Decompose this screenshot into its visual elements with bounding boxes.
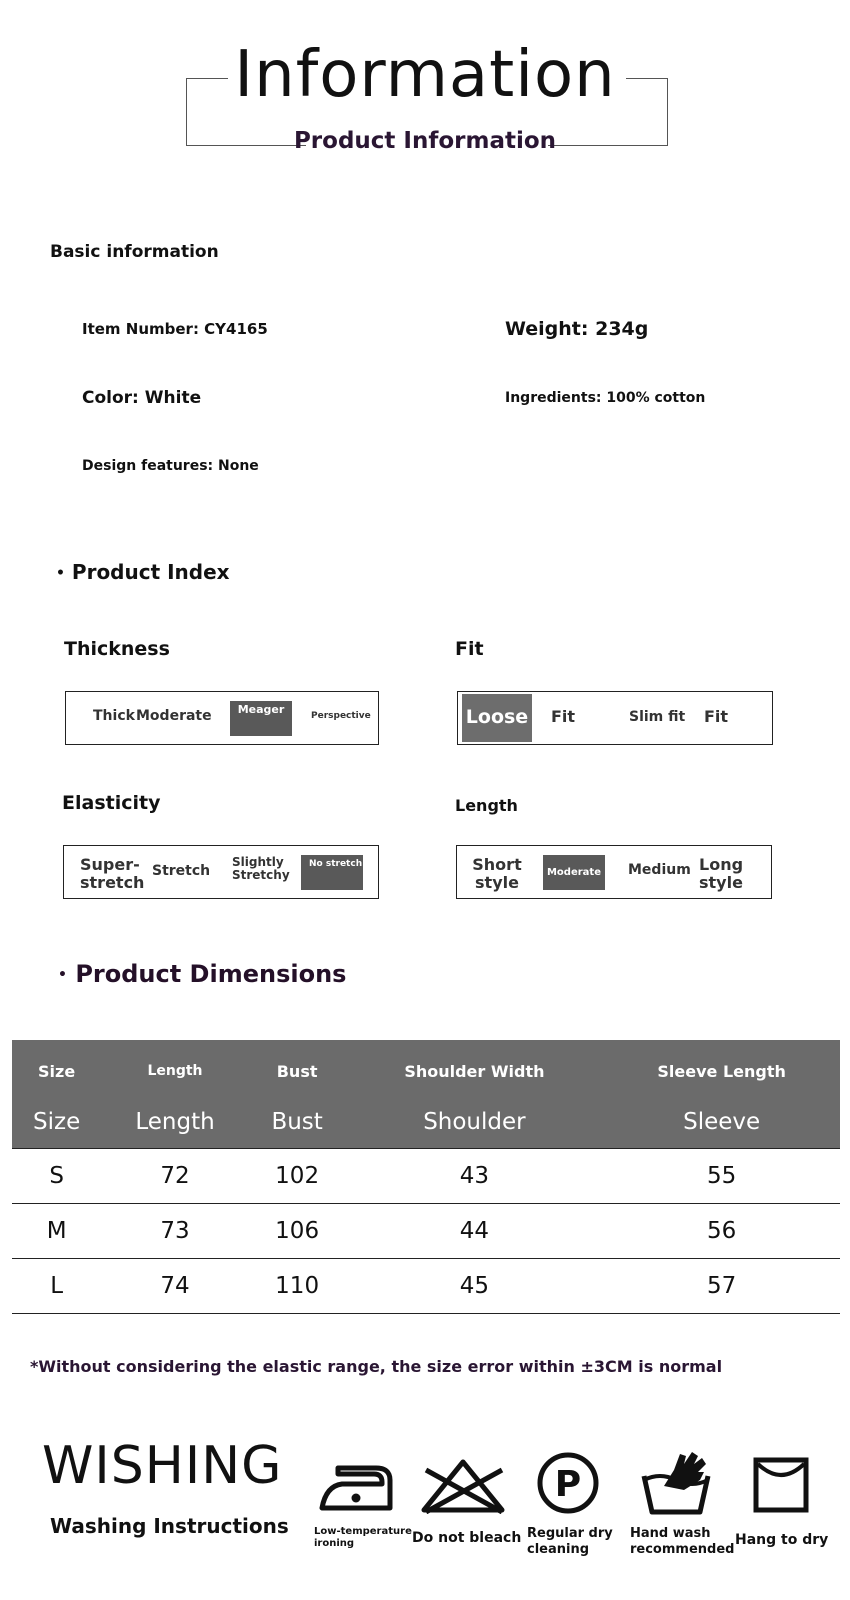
iron-label: Low-temperature ironing (314, 1526, 412, 1549)
thickness-option: Thick (93, 708, 135, 724)
no-bleach-icon (418, 1456, 508, 1514)
size-table (12, 1040, 840, 1314)
table-cell: S (12, 1149, 101, 1204)
hand-wash-icon (640, 1450, 712, 1516)
elasticity-option: Stretch (152, 863, 211, 879)
table-cell: 45 (346, 1259, 604, 1314)
fit-label: Fit (455, 638, 484, 660)
bullet-icon: • (56, 565, 65, 582)
table-cell: L (12, 1259, 101, 1314)
product-index-label: Product Index (71, 560, 230, 584)
fit-option: Fit (551, 707, 576, 726)
elasticity-selected-label: No stretch (309, 859, 363, 869)
table-header-cell: Size (12, 1097, 101, 1149)
length-option: Long style (699, 855, 744, 892)
item-number: Item Number: CY4165 (82, 320, 268, 338)
table-cell: 102 (249, 1149, 346, 1204)
table-cell: 74 (101, 1259, 249, 1314)
table-cell: 55 (603, 1149, 840, 1204)
ingredients: Ingredients: 100% cotton (505, 390, 706, 406)
thickness-option: Perspective (311, 711, 371, 721)
table-header-cell: Sleeve Length (603, 1040, 840, 1097)
table-row (12, 1204, 840, 1259)
hang-dry-icon (752, 1456, 810, 1514)
page-subtitle: Product Information (293, 128, 557, 154)
length-scale (456, 845, 772, 899)
table-cell: 73 (101, 1204, 249, 1259)
size-table-subheader (12, 1097, 840, 1149)
fit-option: Fit (704, 707, 729, 726)
hand-wash-label: Hand wash recommended (630, 1526, 735, 1557)
product-index-heading (56, 560, 230, 584)
elasticity-option: Slightly Stretchy (232, 855, 290, 883)
svg-text:P: P (554, 1464, 582, 1505)
product-dimensions-label: Product Dimensions (75, 960, 347, 988)
table-header-cell: Bust (249, 1097, 346, 1149)
weight: Weight: 234g (505, 318, 649, 340)
length-selected-label: Moderate (546, 867, 601, 878)
length-option: Short style (472, 855, 522, 892)
elasticity-label: Elasticity (62, 792, 161, 814)
table-cell: 57 (603, 1259, 840, 1314)
basic-info-heading: Basic information (50, 242, 219, 262)
table-header-cell: Shoulder Width (346, 1040, 604, 1097)
table-header-cell: Length (101, 1040, 249, 1097)
fit-option-selected (462, 694, 532, 742)
table-row (12, 1149, 840, 1204)
dry-clean-label: Regular dry cleaning (527, 1526, 613, 1557)
iron-icon (318, 1460, 394, 1512)
thickness-scale (65, 691, 379, 745)
thickness-label: Thickness (64, 638, 170, 660)
fit-selected-label: Loose (465, 706, 529, 728)
washing-title: WISHING (42, 1436, 283, 1496)
elasticity-scale (63, 845, 379, 899)
length-option: Medium (628, 862, 691, 878)
elasticity-option: Super-stretch (80, 855, 145, 892)
table-header-cell: Sleeve (603, 1097, 840, 1149)
dry-clean-icon (535, 1450, 601, 1516)
thickness-option: Moderate (136, 708, 212, 724)
table-cell: 44 (346, 1204, 604, 1259)
table-cell: 110 (249, 1259, 346, 1314)
size-table-header (12, 1040, 840, 1097)
thickness-selected-label: Meager (237, 703, 285, 716)
design-features: Design features: None (82, 458, 259, 474)
table-header-cell: Shoulder (346, 1097, 604, 1149)
fit-scale (457, 691, 773, 745)
hang-dry-label: Hang to dry (735, 1532, 829, 1548)
color: Color: White (82, 388, 202, 408)
table-cell: 106 (249, 1204, 346, 1259)
table-header-cell: Size (12, 1040, 101, 1097)
thickness-option-selected (230, 701, 292, 736)
fit-option: Slim fit (629, 709, 686, 725)
table-header-cell: Bust (249, 1040, 346, 1097)
table-cell: 43 (346, 1149, 604, 1204)
table-cell: 72 (101, 1149, 249, 1204)
table-cell: M (12, 1204, 101, 1259)
length-label: Length (455, 796, 518, 815)
table-header-cell: Length (101, 1097, 249, 1149)
bullet-icon: • (58, 967, 67, 983)
product-dimensions-heading (58, 960, 346, 988)
table-cell: 56 (603, 1204, 840, 1259)
table-row (12, 1259, 840, 1314)
size-note: *Without considering the elastic range, the size error within ±3CM is normal (30, 1357, 723, 1376)
washing-subtitle: Washing Instructions (50, 1514, 289, 1538)
page-title: Information (234, 38, 616, 112)
no-bleach-label: Do not bleach (412, 1530, 522, 1546)
elasticity-option-selected (301, 855, 363, 890)
length-option-selected (543, 855, 605, 890)
